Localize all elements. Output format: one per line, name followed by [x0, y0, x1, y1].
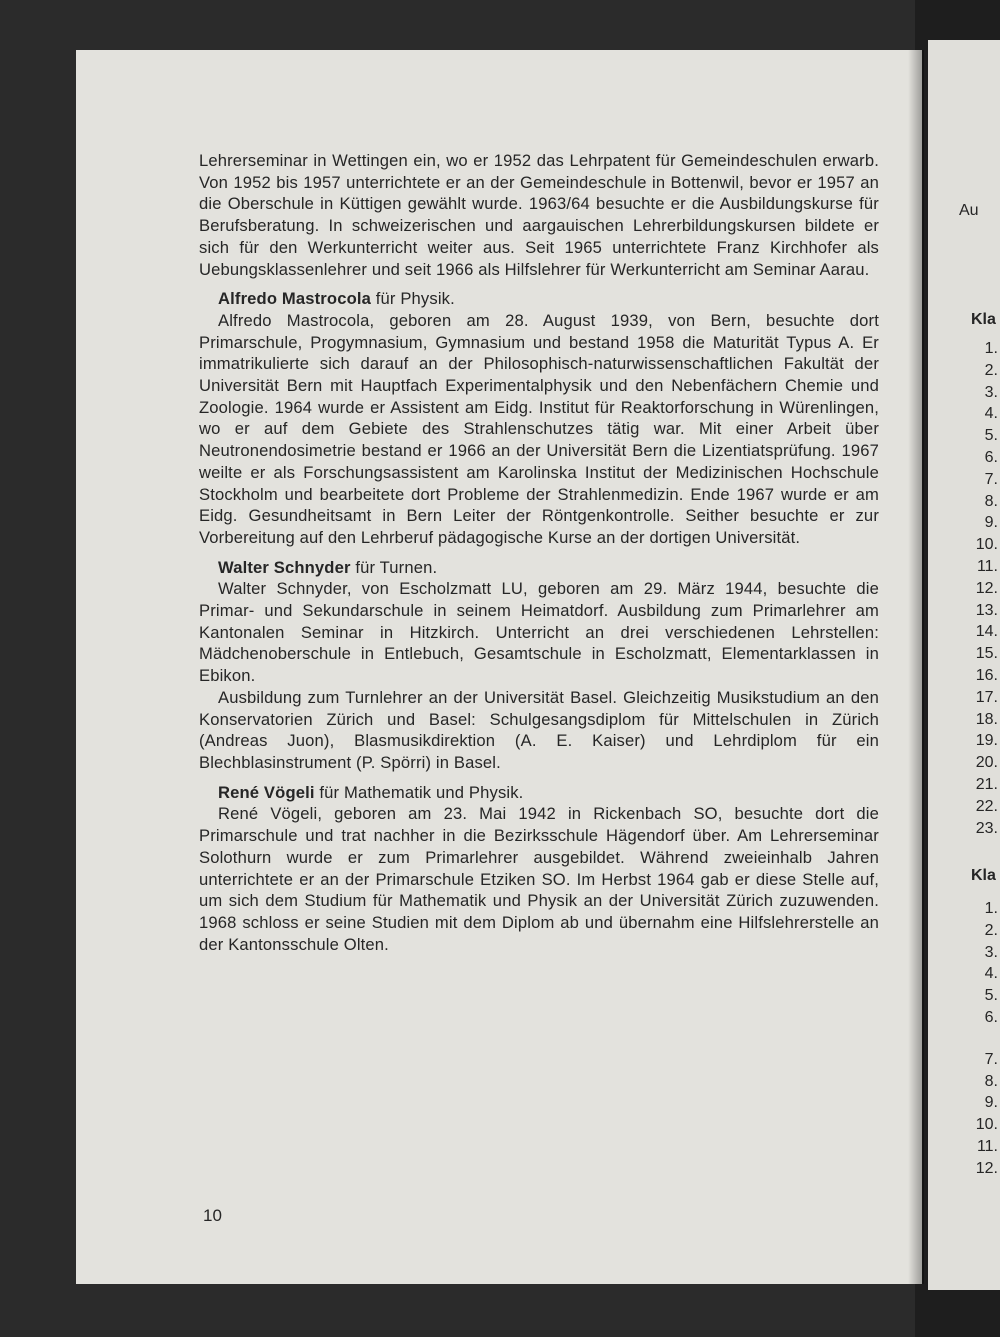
biography-paragraph: Ausbildung zum Turnlehrer an der Universität Basel. Gleichzeitig Musikstudium an den Konservatorien Zürich und Basel: Schulgesangsdiplom für Mittelschulen in Zürich (Andreas Juon), Blasmusikdirektion (A. E. Kaiser) und Lehrdiplom für ein Blechblasinstrument (P. Spörri) in Basel.	[199, 687, 879, 772]
adjacent-page-list-number: 19.	[975, 732, 998, 750]
adjacent-page-list-number: 12.	[975, 1159, 998, 1177]
adjacent-page-list-number: 16.	[975, 667, 998, 684]
person-name: Walter Schnyder	[218, 557, 351, 577]
adjacent-page-list-number: 17.	[975, 688, 998, 706]
adjacent-page-section-title: Kla	[971, 311, 996, 328]
adjacent-page-list-number: 15.	[975, 645, 998, 663]
person-name: Alfredo Mastrocola	[218, 289, 371, 309]
subject-text: für Mathematik und Physik.	[314, 782, 524, 802]
adjacent-page-list-number: 14.	[975, 623, 998, 641]
biography-paragraph: Walter Schnyder, von Escholzmatt LU, geboren am 29. März 1944, besuchte die Primar- und Sekundarschule in seinem Heimatdorf. Ausbildung zum Primarlehrer am Kantonalen Seminar in Hitzkirch. Unterricht an drei verschiedenen Lehrstellen: Mädchenoberschule in Entlebuch, Gesamtschule in Escholzmatt, Elementarklassen in Ebikon.	[199, 579, 879, 686]
adjacent-page-list-number: 9.	[984, 514, 998, 532]
adjacent-page-list-number: 10.	[975, 536, 998, 554]
adjacent-page-list-number: 4.	[984, 965, 998, 983]
entry-heading	[199, 288, 879, 310]
subject-text: für Physik.	[371, 289, 455, 309]
body-text	[199, 150, 879, 955]
adjacent-page-list-number: 9.	[984, 1094, 998, 1112]
adjacent-page-list-number: 4.	[984, 405, 998, 423]
adjacent-page-heading: Au	[959, 202, 979, 219]
adjacent-page-list-number: 22.	[975, 797, 998, 815]
adjacent-page-list-number: 7.	[984, 470, 998, 488]
adjacent-page-list-number: 2.	[984, 361, 998, 379]
person-name: René Vögeli	[218, 782, 315, 802]
adjacent-page-list-number: 3.	[984, 943, 998, 961]
adjacent-page-list-number: 6.	[984, 1009, 998, 1026]
adjacent-page-list-number: 3.	[984, 383, 998, 401]
adjacent-page-list-number: 2.	[984, 921, 998, 939]
adjacent-page-list-number: 8.	[984, 1072, 998, 1090]
page-number: 10	[203, 1206, 222, 1225]
adjacent-page-list-number: 1.	[984, 900, 998, 917]
entry-heading	[199, 557, 879, 579]
adjacent-page-list-number: 8.	[984, 492, 998, 510]
page-edge-shadow	[908, 50, 924, 1284]
subject-text: für Turnen.	[350, 557, 438, 577]
adjacent-page	[928, 40, 1000, 1290]
adjacent-page-list-number: 18.	[975, 710, 998, 728]
adjacent-page-list-number: 10.	[975, 1116, 998, 1134]
biography-paragraph: Alfredo Mastrocola, geboren am 28. August 1939, von Bern, besuchte dort Primarschule, Progymnasium, Gymnasium und bestand 1958 die Maturität Typus A. Er immatrikulierte sich darauf an der Philosophisch-naturwissenschaftlichen Fakultät der Universität Bern mit Hauptfach Experimentalphysik und den Nebenfächern Chemie und Zoologie. 1964 wurde er Assistent am Eidg. Institut für Reaktorforschung in Würenlingen, wo er auf dem Gebiete des Strahlenschutzes tätig war. Mit einer Arbeit über Neutronendosimetrie bestand er 1966 an der Universität Bern die Lizentiatsprüfung. 1967 weilte er als Forschungsassistent am Karolinska Institut der Medizinischen Hochschule Stockholm und bearbeitete dort Probleme der Strahlenmedizin. Ende 1967 wurde er am Eidg. Gesundheitsamt in Bern Leiter der Röntgenkontrolle. Seither besuchte er zur Vorbereitung auf den Lehrberuf pädagogische Kurse an der dortigen Universität.	[199, 310, 879, 547]
adjacent-page-list-number: 1.	[984, 340, 998, 357]
adjacent-page-list-number: 23.	[975, 819, 998, 837]
adjacent-page-list-number: 6.	[984, 449, 998, 466]
adjacent-page-list-number: 5.	[984, 987, 998, 1005]
adjacent-page-list-number: 21.	[975, 776, 998, 793]
adjacent-page-list-number: 13.	[975, 601, 998, 619]
adjacent-page-list-number: 11.	[976, 1138, 998, 1155]
adjacent-page-list-number: 12.	[975, 579, 998, 597]
adjacent-page-list-number: 20.	[975, 754, 998, 772]
intro-paragraph: Lehrerseminar in Wettingen ein, wo er 1952 das Lehrpatent für Gemeindeschulen erwarb. Von 1952 bis 1957 unterrichtete er an der Gemeindeschule in Bottenwil, bevor er 1957 an die Oberschule in Küttigen gewählt wurde. 1963/64 besuchte er die Ausbildungskurse für Berufsberatung. In schweizerischen und aargauischen Lehrerbildungskursen bildete er sich für den Werkunterricht weiter aus. Seit 1965 unterrichtete Franz Kirchhofer als Uebungsklassenlehrer und seit 1966 als Hilfslehrer für Werkunterricht am Seminar Aarau.	[199, 151, 879, 279]
adjacent-page-list-number: 5.	[984, 427, 998, 445]
biography-paragraph: René Vögeli, geboren am 23. Mai 1942 in Rickenbach SO, besuchte dort die Primarschule und trat nachher in die Bezirksschule Hägendorf über. Am Lehrerseminar Solothurn wurde er zum Primarlehrer ausgebildet. Während zweieinhalb Jahren unterrichtete er an der Primarschule Etziken SO. Im Herbst 1964 gab er diese Stelle auf, um sich dem Studium für Mathematik und Physik an der Universität Zürich zuzuwenden. 1968 schloss er seine Studien mit dem Diplom ab und übernahm eine Hilfslehrerstelle an der Kantonsschule Olten.	[199, 804, 879, 954]
entry-heading	[199, 782, 879, 804]
adjacent-page-section-title: Kla	[971, 867, 996, 884]
adjacent-page-list-number: 11.	[976, 558, 998, 575]
adjacent-page-list-number: 7.	[984, 1050, 998, 1068]
